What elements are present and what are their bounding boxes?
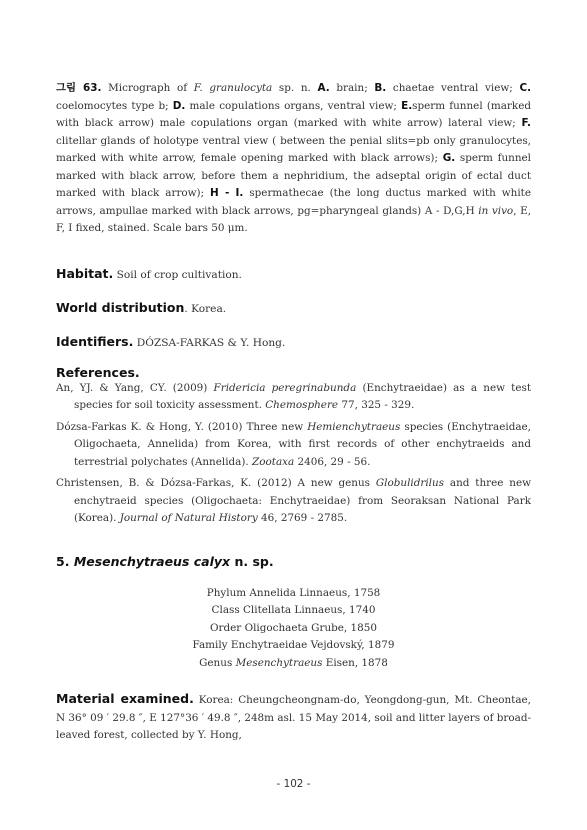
reference-2 [56, 419, 531, 472]
document-page [56, 80, 531, 745]
caption-invivo: in vivo [478, 204, 514, 217]
species-suffix: n. sp. [230, 553, 274, 569]
identifiers-section [56, 334, 531, 351]
species-heading [56, 554, 531, 569]
references-heading: References. [56, 364, 140, 380]
reference-text: Dózsa-Farkas K. & Hong, Y. (2010) Three new [56, 420, 308, 433]
panel-label-c: C. [519, 82, 532, 94]
taxonomy-genus [56, 655, 531, 673]
habitat-heading: Habitat. [56, 265, 114, 281]
caption-text: coelomocytes type b; [56, 99, 173, 112]
caption-text: brain; [329, 82, 375, 94]
panel-label-f: F. [521, 117, 531, 129]
caption-text: sp. n. [272, 82, 318, 94]
material-text: Korea: Cheungcheongnam-do, Yeongdong-gun, Mt. Cheontae, N 36° 09 ′ 29.8 ″, E 127°36 ′ 49.8 ″, 248m asl. 15 May 2014, soil and litter layers of broad-leaved forest, collected by Y. Hong, [56, 694, 531, 741]
genus-prefix: Genus [199, 656, 236, 669]
panel-label-h-i: H - I. [210, 187, 244, 199]
reference-text: An, YJ. & Yang, CY. (2009) [56, 381, 214, 394]
caption-text: male copulations organs, ventral view; [185, 99, 402, 112]
distribution-text: . Korea. [184, 302, 227, 315]
panel-label-g: G. [442, 152, 456, 164]
reference-species: Fridericia peregrinabunda [213, 381, 357, 394]
caption-species: F. granulocyta [193, 82, 273, 94]
taxonomy-class: Class Clitellata Linnaeus, 1740 [211, 604, 376, 616]
identifiers-text: DÓZSA-FARKAS & Y. Hong. [133, 336, 286, 349]
figure-label: 그림 63. [56, 82, 102, 94]
caption-text: Micrograph of [101, 82, 194, 94]
reference-species: Globulidrilus [375, 477, 445, 489]
reference-journal: Zootaxa [252, 455, 295, 468]
page-number: - 102 - [276, 778, 311, 790]
identifiers-heading: Identifiers. [56, 333, 134, 349]
taxonomy-family: Family Enchytraeidae Vejdovský, 1879 [192, 639, 395, 651]
reference-text: Christensen, B. & Dózsa-Farkas, K. (2012) A new genus [56, 477, 376, 489]
species-name: Mesenchytraeus calyx [73, 553, 231, 569]
reference-journal: Chemosphere [265, 399, 339, 411]
reference-text: 2406, 29 - 56. [294, 455, 371, 468]
caption-text: sperm funnel marked with black arrow, before them a nephridium, the adseptal origin of ectal duct marked with black arrow); [56, 152, 532, 199]
material-heading: Material examined. [56, 691, 194, 706]
reference-text: and three new enchytraeid species (Oligochaeta: Enchytraeidae) from Seoraksan National Park (Korea). [74, 477, 531, 524]
panel-label-a: A. [317, 82, 330, 94]
reference-journal: Journal of Natural History [119, 512, 258, 524]
distribution-section [56, 300, 531, 317]
habitat-section [56, 266, 531, 283]
reference-text: 77, 325 - 329. [338, 399, 415, 411]
genus-author: Eisen, 1878 [322, 656, 388, 669]
figure-caption [56, 80, 531, 238]
caption-text: clitellar glands of holotype ventral view ( between the penial slits=pb only granulocytes, marked with white arrow, female opening marked with black arrows); [56, 134, 531, 164]
panel-label-d: D. [172, 99, 186, 112]
material-section [56, 690, 531, 745]
caption-text: sperm funnel (marked with black arrow) male copulations organ (marked with white arrow) lateral view; [56, 99, 531, 129]
caption-text: , E, F, I fixed, stained. Scale bars 50 μm. [56, 204, 532, 234]
reference-text: (Enchytraeidae) as a new test species for soil toxicity assessment. [74, 381, 531, 411]
reference-text: 46, 2769 - 2785. [257, 512, 348, 524]
caption-text: spermathecae (the long ductus marked with white arrows, ampullae marked with black arrows, pg=pharyngeal glands) A - D,G,H [56, 187, 532, 217]
panel-label-b: B. [374, 82, 387, 94]
taxonomy-block [56, 585, 531, 673]
reference-1 [56, 380, 531, 415]
reference-text: species (Enchytraeidae, Oligochaeta, Annelida) from Korea, with first records of other enchytraeids and terrestrial polychates (Annelida). [74, 420, 531, 468]
taxonomy-phylum: Phylum Annelida Linnaeus, 1758 [206, 586, 381, 599]
reference-3 [56, 475, 531, 528]
caption-text: chaetae ventral view; [386, 82, 520, 94]
habitat-text: Soil of crop cultivation. [113, 268, 242, 281]
reference-species: Hemienchytraeus [307, 420, 401, 433]
taxonomy-order: Order Oligochaeta Grube, 1850 [210, 621, 377, 634]
species-number: 5. [56, 553, 74, 569]
panel-label-e: E. [401, 99, 413, 112]
distribution-heading: World distribution [56, 299, 185, 315]
genus-name: Mesenchytraeus [235, 656, 323, 669]
